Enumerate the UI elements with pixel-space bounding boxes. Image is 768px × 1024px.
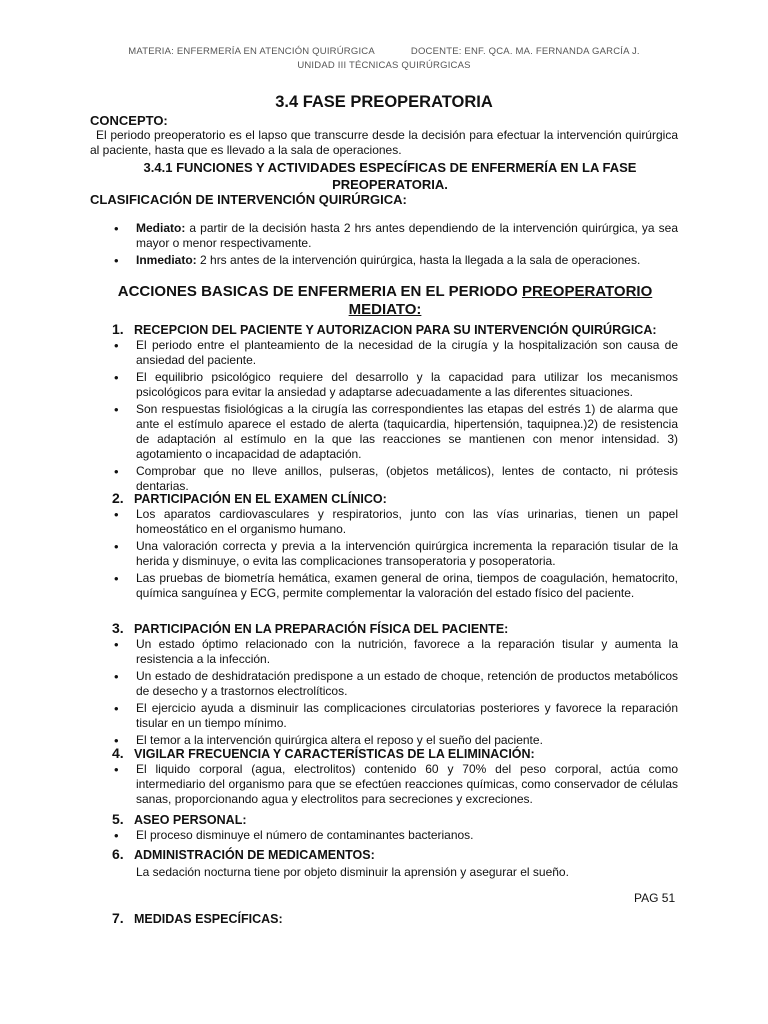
- section-1: [90, 321, 678, 496]
- list-item: • El equilibrio psicológico requiere del desarrollo y la capacidad para utilizar los mecanismos psicológicos para evitar la ansiedad y adaptarse adecuadamente a las diferentes situaciones.: [90, 370, 678, 400]
- term-mediato: Mediato:: [136, 221, 186, 235]
- section-number: 2.: [112, 490, 124, 506]
- acciones-heading: [110, 283, 660, 319]
- section-list: [90, 637, 678, 748]
- section-list: [90, 507, 678, 601]
- list-item: • Un estado de deshidratación predispone a un estado de choque, retención de productos metabólicos de desecho y a trastornos electrolíticos.: [90, 669, 678, 699]
- subtitle-341: 3.4.1 FUNCIONES Y ACTIVIDADES ESPECÍFICAS DE ENFERMERÍA EN LA FASE PREOPERATORIA.: [143, 160, 637, 192]
- section-title: PARTICIPACIÓN EN EL EXAMEN CLÍNICO:: [134, 492, 387, 506]
- list-item: [90, 221, 678, 251]
- section-number: 4.: [112, 745, 124, 761]
- list-item: • El liquido corporal (agua, electrolitos) contenido 60 y 70% del peso corporal, actúa como intermediario del organismo para que se efectúen reacciones químicas, como conservador de células sanas, proporcionando agua y electrolitos para secreciones y excreciones.: [90, 762, 678, 807]
- list-item: • El ejercicio ayuda a disminuir las complicaciones circulatorias posteriores y favorece la reparación tisular en un tiempo mínimo.: [90, 701, 678, 731]
- section-2: [90, 490, 678, 603]
- list-item: • Los aparatos cardiovasculares y respiratorios, junto con las vías urinarias, tienen un papel homeostático en el organismo humano.: [90, 507, 678, 537]
- section-heading: [90, 811, 678, 828]
- list-item: • Las pruebas de biometría hemática, examen general de orina, tiempos de coagulación, hematocrito, química sanguínea y ECG, permite complementar la valoración del estado físico del paciente.: [90, 571, 678, 601]
- term-inmediato: Inmediato:: [136, 253, 197, 267]
- list-item: • El proceso disminuye el número de contaminantes bacterianos.: [90, 828, 678, 843]
- section-list: [90, 762, 678, 807]
- page-title: 3.4 FASE PREOPERATORIA: [275, 93, 493, 111]
- acciones-prefix: ACCIONES BASICAS DE ENFERMERIA EN EL PERIODO: [117, 283, 522, 300]
- section-number: 6.: [112, 846, 124, 862]
- list-item: • El periodo entre el planteamiento de la necesidad de la cirugía y la hospitalización son causa de ansiedad del paciente.: [90, 338, 678, 368]
- section-title: MEDIDAS ESPECÍFICAS:: [134, 912, 283, 926]
- text-mediato: a partir de la decisión hasta 2 hrs antes dependiendo de la intervención quirúrgica, ya sea mayor o menor respectivamente.: [136, 221, 678, 250]
- list-item: [90, 253, 678, 268]
- concepto-text: El periodo preoperatorio es el lapso que transcurre desde la decisión para efectuar la intervención quirúrgica al paciente, hasta que es llevado a la sala de operaciones.: [90, 128, 678, 157]
- section-text: La sedación nocturna tiene por objeto disminuir la aprensión y asegurar el sueño.: [136, 865, 569, 879]
- section-number: 3.: [112, 620, 124, 636]
- section-list: [90, 828, 678, 843]
- clasificacion-list: [90, 221, 678, 270]
- section-heading: [90, 620, 678, 637]
- list-item: • Son respuestas fisiológicas a la cirugía las correspondientes las etapas del estrés 1) de alarma que ante el estímulo aparece el estado de alerta (taquicardia, hipertensión, taquipnea.)2) de resistencia de adaptación al estímulo en la que las reacciones se mantienen con menor intensidad. 3) agotamiento o incapacidad de adaptación.: [90, 402, 678, 462]
- section-6: [90, 846, 678, 880]
- page-header-line1: [0, 46, 768, 57]
- section-number: 5.: [112, 811, 124, 827]
- section-heading: [90, 846, 678, 863]
- list-item: • Comprobar que no lleve anillos, pulseras, (objetos metálicos), lentes de contacto, ni prótesis dentarias.: [90, 464, 678, 494]
- section-title: ASEO PERSONAL:: [134, 813, 247, 827]
- list-item: • El temor a la intervención quirúrgica altera el reposo y el sueño del paciente.: [90, 733, 678, 748]
- list-item: • Una valoración correcta y previa a la intervención quirúrgica incrementa la reparación tisular de la herida y disminuye, o evita las complicaciones transoperatoria y posoperatoria.: [90, 539, 678, 569]
- list-item: • Un estado óptimo relacionado con la nutrición, favorece a la reparación tisular y aumenta la resistencia a la infección.: [90, 637, 678, 667]
- section-heading: [90, 910, 678, 927]
- section-heading: [90, 321, 678, 338]
- section-number: 1.: [112, 321, 124, 337]
- section-list: [90, 338, 678, 494]
- page-number: PAG 51: [634, 891, 676, 905]
- section-title: VIGILAR FRECUENCIA Y CARACTERÍSTICAS DE LA ELIMINACIÓN:: [134, 747, 535, 761]
- header-unidad: UNIDAD III TÉCNICAS QUIRÚRGICAS: [297, 60, 471, 71]
- section-title: PARTICIPACIÓN EN LA PREPARACIÓN FÍSICA DEL PACIENTE:: [134, 622, 509, 636]
- acciones-underlined: PREOPERATORIO MEDIATO:: [348, 283, 653, 318]
- section-5: [90, 811, 678, 845]
- section-7: [90, 910, 678, 927]
- section-4: [90, 745, 678, 809]
- section-title: ADMINISTRACIÓN DE MEDICAMENTOS:: [134, 848, 375, 862]
- header-docente: DOCENTE: ENF. QCA. MA. FERNANDA GARCÍA J.: [410, 46, 640, 57]
- section-3: [90, 620, 678, 750]
- clasificacion-label: CLASIFICACIÓN DE INTERVENCIÓN QUIRÚRGICA:: [90, 192, 407, 207]
- section-number: 7.: [112, 910, 124, 926]
- section-title: RECEPCION DEL PACIENTE Y AUTORIZACION PARA SU INTERVENCIÓN QUIRÚRGICA:: [134, 323, 657, 337]
- header-materia: MATERIA: ENFERMERÍA EN ATENCIÓN QUIRÚRGICA: [128, 46, 375, 57]
- section-heading: [90, 745, 678, 762]
- text-inmediato: 2 hrs antes de la intervención quirúrgica, hasta la llegada a la sala de operaciones.: [196, 253, 641, 267]
- concepto-label: CONCEPTO:: [90, 113, 168, 128]
- section-heading: [90, 490, 678, 507]
